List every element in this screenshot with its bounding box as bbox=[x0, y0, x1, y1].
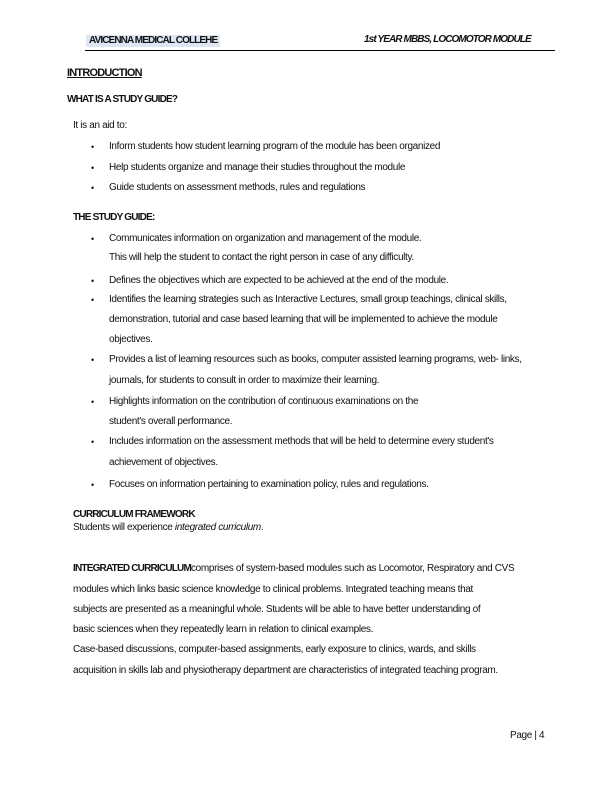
framework-text-post: . bbox=[260, 522, 264, 533]
bullet-icon: • bbox=[91, 437, 94, 447]
framework-heading: CURRICULUM FRAMEWORK bbox=[73, 509, 195, 520]
study-guide-heading: THE STUDY GUIDE: bbox=[73, 212, 155, 223]
bullet-icon: • bbox=[91, 355, 94, 365]
what-heading: WHAT IS A STUDY GUIDE? bbox=[67, 94, 178, 105]
integrated-line: acquisition in skills lab and physiotherapy department are characteristics of integrated teaching program. bbox=[73, 665, 498, 676]
bullet-icon: • bbox=[91, 397, 94, 407]
integrated-term: INTEGRATED CURRICULUM bbox=[73, 563, 192, 574]
framework-text-pre: Students will experience bbox=[73, 522, 175, 533]
list-item: Includes information on the assessment methods that will be held to determine every student's bbox=[109, 436, 494, 447]
list-item: journals, for students to consult in order to maximize their learning. bbox=[109, 375, 380, 386]
bullet-icon: • bbox=[91, 295, 94, 305]
list-item: Guide students on assessment methods, rules and regulations bbox=[109, 182, 366, 193]
header-module: 1st YEAR MBBS, LOCOMOTOR MODULE bbox=[364, 34, 531, 45]
bullet-icon: • bbox=[91, 276, 94, 286]
aid-intro: It is an aid to: bbox=[73, 120, 127, 131]
integrated-line: subjects are presented as a meaningful whole. Students will be able to have better understanding of bbox=[73, 604, 481, 615]
list-item: Inform students how student learning program of the module has been organized bbox=[109, 141, 441, 152]
list-item: demonstration, tutorial and case based learning that will be implemented to achieve the module bbox=[109, 314, 498, 325]
list-item: achievement of objectives. bbox=[109, 457, 218, 468]
bullet-icon: • bbox=[91, 163, 94, 173]
list-item: student's overall performance. bbox=[109, 416, 233, 427]
bullet-icon: • bbox=[91, 183, 94, 193]
header-rule bbox=[85, 50, 555, 51]
header-college: AVICENNA MEDICAL COLLEHE bbox=[86, 35, 220, 47]
framework-text bbox=[73, 522, 263, 534]
intro-heading: INTRODUCTION bbox=[67, 67, 142, 79]
page-number: Page | 4 bbox=[510, 730, 545, 741]
integrated-line: modules which links basic science knowledge to clinical problems. Integrated teaching means that bbox=[73, 584, 473, 595]
list-item: Defines the objectives which are expected to be achieved at the end of the module. bbox=[109, 275, 449, 286]
list-item: Identifies the learning strategies such as Interactive Lectures, small group teachings, clinical skills, bbox=[109, 294, 507, 305]
integrated-line: Case-based discussions, computer-based assignments, early exposure to clinics, wards, and skills bbox=[73, 644, 476, 655]
bullet-icon: • bbox=[91, 480, 94, 490]
list-item: Highlights information on the contribution of continuous examinations on the bbox=[109, 396, 419, 407]
list-item: Communicates information on organization and management of the module. bbox=[109, 233, 422, 244]
integrated-line bbox=[73, 563, 514, 575]
bullet-icon: • bbox=[91, 142, 94, 152]
framework-text-em: integrated curriculum bbox=[174, 522, 261, 533]
list-item: objectives. bbox=[109, 334, 153, 345]
integrated-line: basic sciences when they repeatedly learn in relation to clinical examples. bbox=[73, 624, 374, 635]
list-item: Focuses on information pertaining to examination policy, rules and regulations. bbox=[109, 479, 429, 490]
bullet-icon: • bbox=[91, 234, 94, 244]
integrated-text: comprises of system-based modules such as Locomotor, Respiratory and CVS bbox=[191, 563, 515, 574]
list-item: This will help the student to contact the right person in case of any difficulty. bbox=[109, 252, 414, 263]
list-item: Help students organize and manage their studies throughout the module bbox=[109, 162, 406, 173]
list-item: Provides a list of learning resources such as books, computer assisted learning programs, web- links, bbox=[109, 354, 522, 365]
